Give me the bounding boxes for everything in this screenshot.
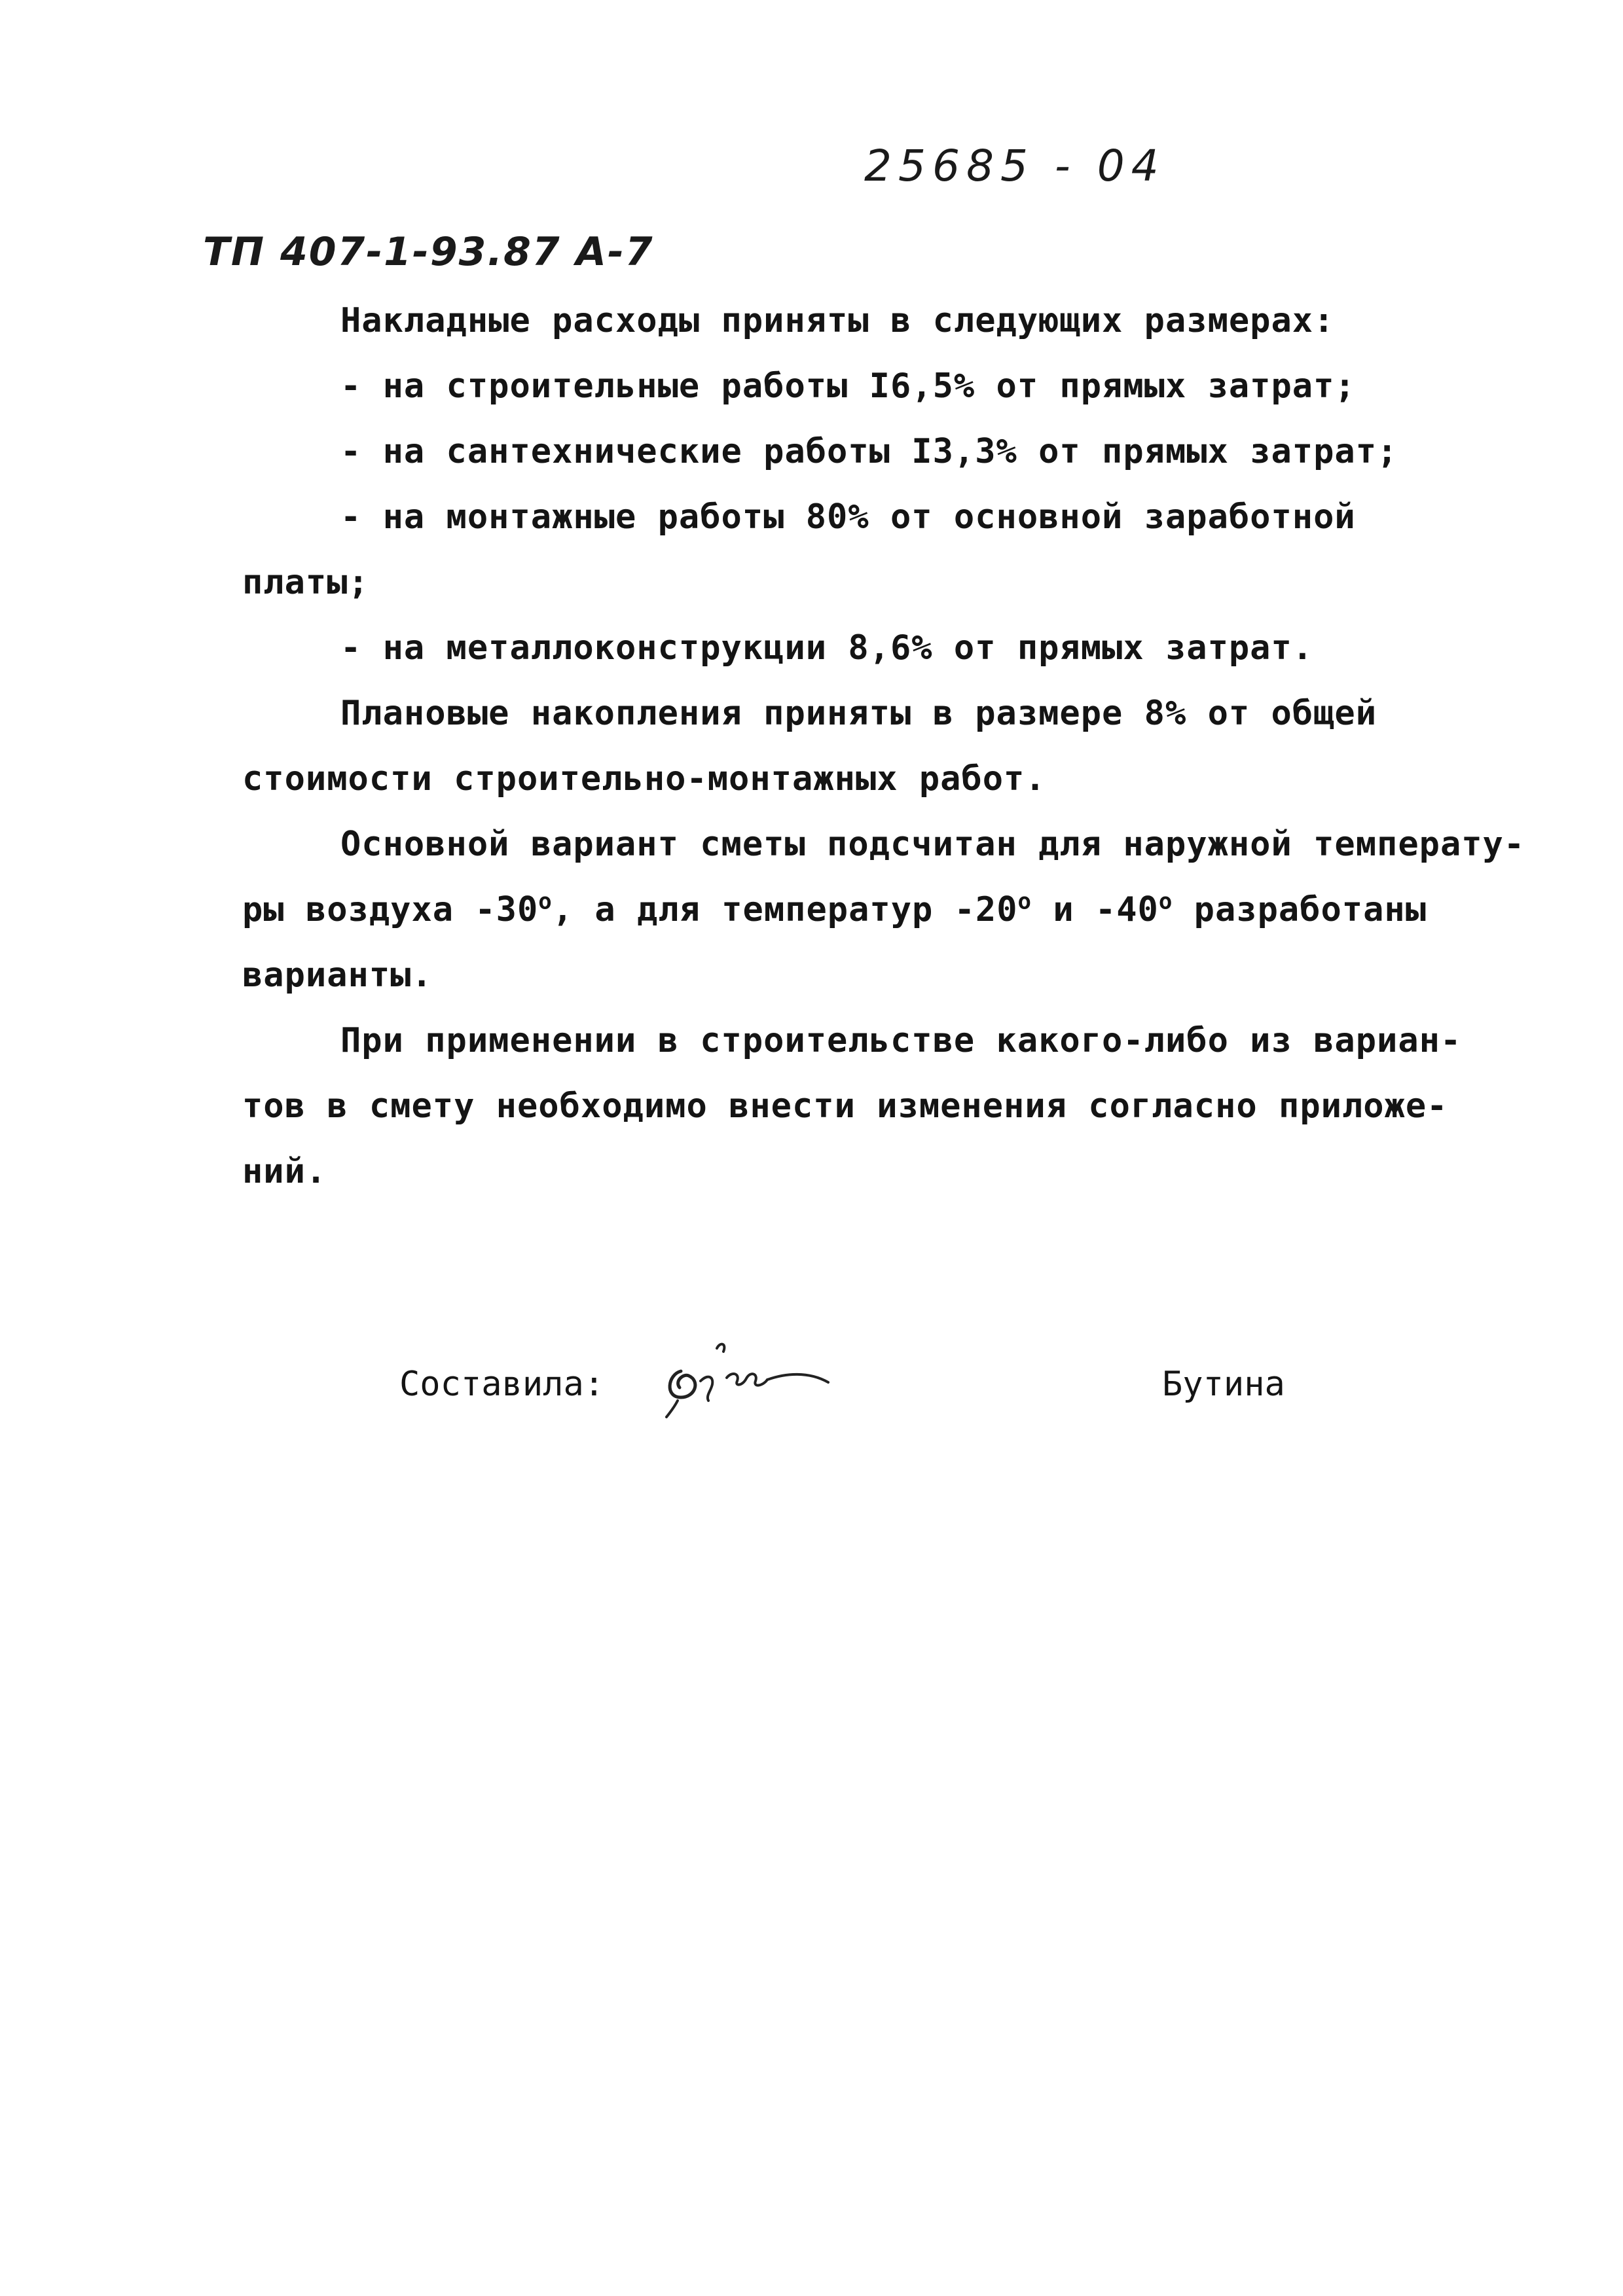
text-line-14: ний.	[242, 1152, 327, 1191]
text-line-10-part-c: и -40	[1032, 890, 1159, 929]
text-line-12: При применении в строительстве какого-либо из вариан-	[340, 1021, 1462, 1060]
text-line-10-part-b: , а для температур -20	[552, 890, 1018, 929]
text-line-13: тов в смету необходимо внести изменения согласно приложе-	[242, 1086, 1448, 1126]
signature-label: Составила:	[399, 1365, 605, 1404]
project-code: ТП 407-1-93.87 А-7	[203, 229, 654, 275]
text-line-5: платы;	[242, 563, 369, 602]
text-line-1: Накладные расходы приняты в следующих размерах:	[340, 301, 1335, 340]
degree-mark-1: о	[538, 888, 553, 915]
text-line-6: - на металлоконструкции 8,6% от прямых затрат.	[340, 628, 1314, 668]
text-line-10	[242, 890, 1427, 929]
handwritten-signature	[655, 1335, 838, 1420]
degree-mark-3: о	[1158, 888, 1173, 915]
text-line-4: - на монтажные работы 80% от основной заработной	[340, 497, 1356, 537]
text-line-8: стоимости строительно-монтажных работ.	[242, 759, 1046, 798]
text-line-7: Плановые накопления приняты в размере 8% от общей	[340, 694, 1377, 733]
text-line-9: Основной вариант сметы подсчитан для наружной температу-	[340, 825, 1525, 864]
signatory-name: Бутина	[1162, 1365, 1285, 1404]
text-line-3: - на сантехнические работы I3,3% от прямых затрат;	[340, 432, 1398, 471]
degree-mark-2: о	[1017, 888, 1032, 915]
text-line-2: - на строительные работы I6,5% от прямых затрат;	[340, 367, 1356, 406]
text-line-11: варианты.	[242, 956, 433, 995]
text-line-10-part-d: разработаны	[1173, 890, 1427, 929]
text-line-10-part-a: ры воздуха -30	[242, 890, 539, 929]
document-number: 25685 - 04	[864, 141, 1165, 191]
